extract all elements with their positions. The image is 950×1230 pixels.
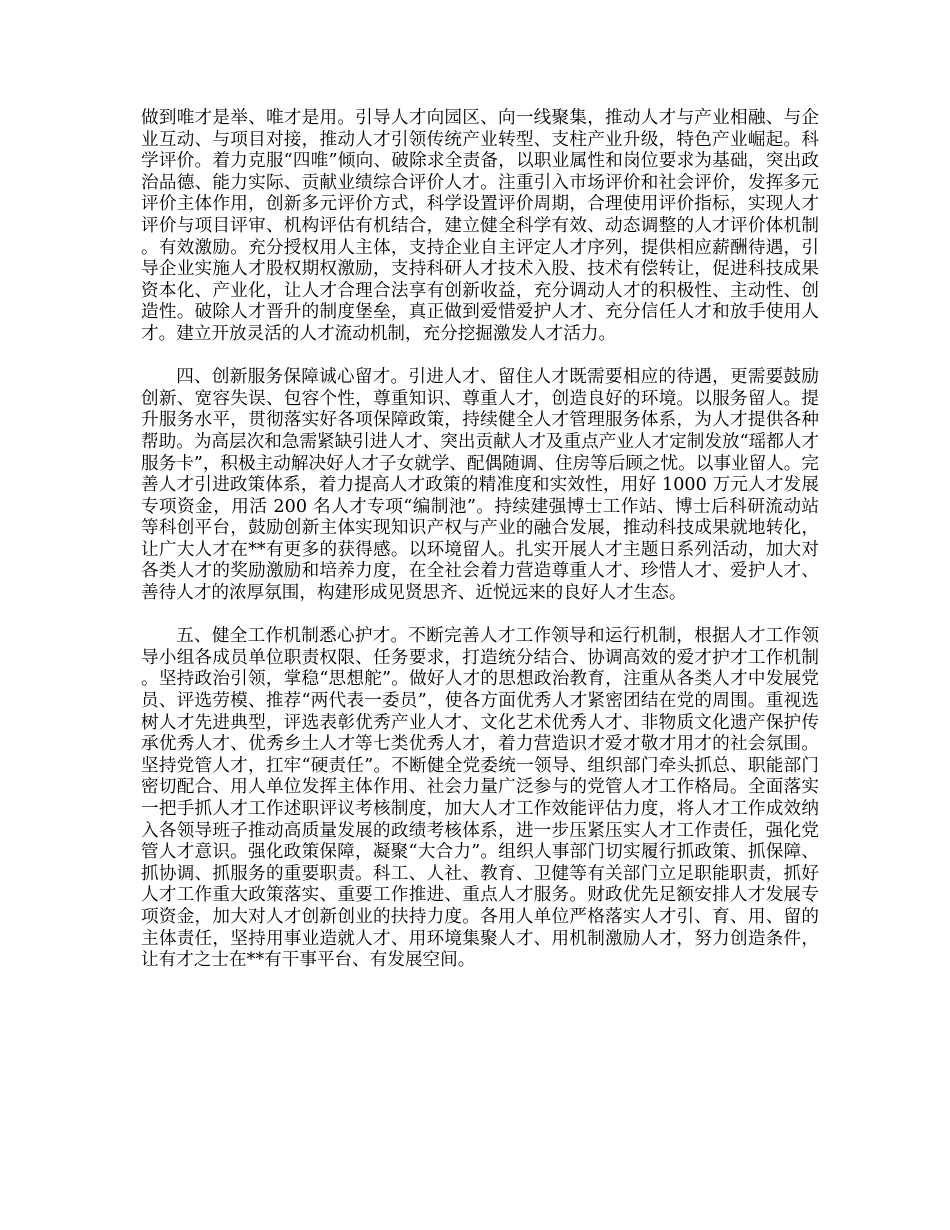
paragraph-service-retention: 四、创新服务保障诚心留才。引进人才、留住人才既需要相应的待遇，更需要鼓励创新、宽容失误、包容个性，尊重知识、尊重人才，创造良好的环境。以服务留人。提升服务水平，贯彻落实好各项保障政策，持续健全人才管理服务体系，为人才提供各种帮助。为高层次和急需紧缺引进人才、突出贡献人才及重点产业人才定制发放“瑶都人才服务卡”，积极主动解决好人才子女就学、配偶随调、住房等后顾之忧。以事业留人。完善人才引进政策体系，着力提高人才政策的精准度和实效性，用好 1000 万元人才发展专项资金，用活 200 名人才专项“编制池”。持续建强博士工作站、博士后科研流动站等科创平台，鼓励创新主体实现知识产权与产业的融合发展，推动科技成果就地转化，让广大人才在**有更多的获得感。以环境留人。扎实开展人才主题日系列活动，加大对各类人才的奖励激励和培养力度，在全社会着力营造尊重人才、珍惜人才、爱护人才、善待人才的浓厚氛围，构建形成见贤思齐、近悦远来的良好人才生态。 <box>141 367 819 604</box>
paragraph-work-mechanism: 五、健全工作机制悉心护才。不断完善人才工作领导和运行机制，根据人才工作领导小组各成员单位职责权限、任务要求，打造统分结合、协调高效的爱才护才工作机制。坚持政治引领，掌稳“思想舵”。做好人才的思想政治教育，注重从各类人才中发展党员、评选劳模、推荐“两代表一委员”，使各方面优秀人才紧密团结在党的周围。重视选树人才先进典型，评选表彰优秀产业人才、文化艺术优秀人才、非物质文化遗产保护传承优秀人才、优秀乡土人才等七类优秀人才，着力营造识才爱才敬才用才的社会氛围。坚持党管人才，扛牢“硬责任”。不断健全党委统一领导、组织部门牵头抓总、职能部门密切配合、用人单位发挥主体作用、社会力量广泛参与的党管人才工作格局。全面落实一把手抓人才工作述职评议考核制度，加大人才工作效能评估力度，将人才工作成效纳入各领导班子推动高质量发展的政绩考核体系，进一步压紧压实人才工作责任，强化党管人才意识。强化政策保障，凝聚“大合力”。组织人事部门切实履行抓政策、抓保障、抓协调、抓服务的重要职责。科工、人社、教育、卫健等有关部门立足职能职责，抓好人才工作重大政策落实、重要工作推进、重点人才服务。财政优先足额安排人才发展专项资金，加大对人才创新创业的扶持力度。各用人单位严格落实人才引、育、用、留的主体责任，坚持用事业造就人才、用环境集聚人才、用机制激励人才，努力创造条件，让有才之士在**有干事平台、有发展空间。 <box>141 626 819 971</box>
paragraph-talent-evaluation: 做到唯才是举、唯才是用。引导人才向园区、向一线聚集，推动人才与产业相融、与企业互动、与项目对接，推动人才引领传统产业转型、支柱产业升级，特色产业崛起。科学评价。着力克服“四唯”倾向、破除求全责备，以职业属性和岗位要求为基础，突出政治品德、能力实际、贡献业绩综合评价人才。注重引入市场评价和社会评价，发挥多元评价主体作用，创新多元评价方式，科学设置评价周期，合理使用评价指标，实现人才评价与项目评审、机构评估有机结合，建立健全科学有效、动态调整的人才评价体机制。有效激励。充分授权用人主体，支持企业自主评定人才序列，提供相应薪酬待遇，引导企业实施人才股权期权激励，支持科研人才技术入股、技术有偿转让，促进科技成果资本化、产业化，让人才合理合法享有创新收益，充分调动人才的积极性、主动性、创造性。破除人才晋升的制度堡垒，真正做到爱惜爱护人才、充分信任人才和放手使用人才。建立开放灵活的人才流动机制，充分挖掘激发人才活力。 <box>141 108 819 344</box>
document-body <box>141 108 819 972</box>
